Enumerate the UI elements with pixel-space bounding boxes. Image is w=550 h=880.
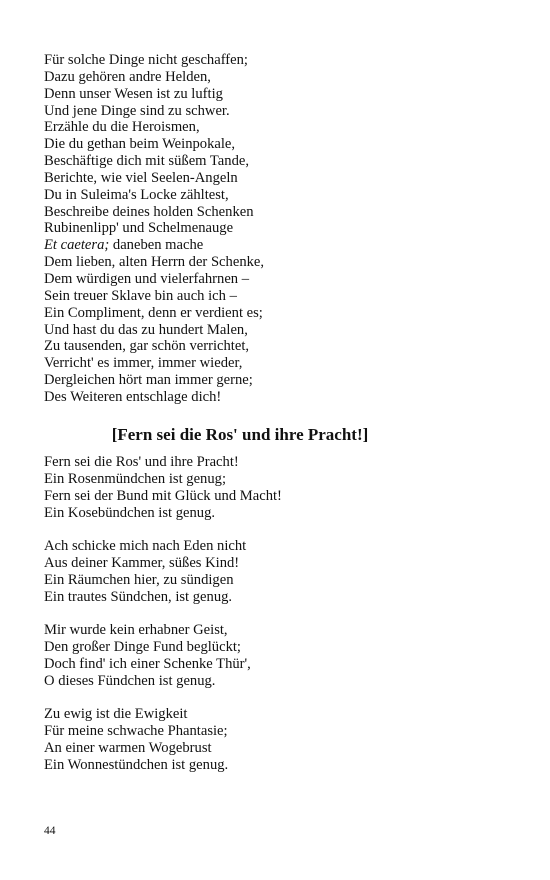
poem-line-italic: Et caetera; xyxy=(44,237,110,254)
poem-line: Sein treuer Sklave bin auch ich – xyxy=(44,287,237,304)
stanza-4 xyxy=(44,706,228,773)
poem-line: Dergleichen hört man immer gerne; xyxy=(44,372,253,389)
poem-line: Erzähle du die Heroismen, xyxy=(44,119,200,136)
poem-line: Ein Compliment, denn er verdient es; xyxy=(44,304,263,321)
poem-line: Doch find' ich einer Schenke Thür', xyxy=(44,655,251,672)
poem-line: Ein Wonnestündchen ist genug. xyxy=(44,756,229,773)
poem-line: Dazu gehören andre Helden, xyxy=(44,68,211,85)
poem-line: Aus deiner Kammer, süßes Kind! xyxy=(44,554,240,571)
poem-line-rest: daneben mache xyxy=(109,237,204,254)
poem-line: Ach schicke mich nach Eden nicht xyxy=(44,538,247,554)
poem-line: Rubinenlipp' und Schelmenauge xyxy=(44,220,234,237)
poem-line: Berichte, wie viel Seelen-Angeln xyxy=(44,169,238,186)
poem-line: Zu tausenden, gar schön verrichtet, xyxy=(44,338,250,355)
poem-line: Dem würdigen und vielerfahrnen – xyxy=(44,270,250,287)
poem-line: Verricht' es immer, immer wieder, xyxy=(44,355,243,372)
poem-line: Ein Räumchen hier, zu sündigen xyxy=(44,571,234,588)
poem-line: Zu ewig ist die Ewigkeit xyxy=(44,706,188,722)
poem-line: Die du gethan beim Weinpokale, xyxy=(44,136,236,153)
poem-title: [Fern sei die Ros' und ihre Pracht!] xyxy=(111,425,369,444)
stanza-2 xyxy=(44,538,246,605)
poem-line: Ein trautes Sündchen, ist genug. xyxy=(44,588,233,605)
poem-line: Beschäftige dich mit süßem Tande, xyxy=(44,153,249,170)
poem-line xyxy=(44,237,264,254)
poem-line: Denn unser Wesen ist zu luftig xyxy=(44,85,223,102)
poem-line: An einer warmen Wogebrust xyxy=(44,739,212,756)
poem-line: Und hast du das zu hundert Malen, xyxy=(44,321,248,338)
poem-line: O dieses Fündchen ist genug. xyxy=(44,672,216,689)
poem-line: Ein Kosebündchen ist genug. xyxy=(44,504,216,521)
poem-line: Ein Rosenmündchen ist genug; xyxy=(44,470,226,487)
poem-line: Du in Suleima's Locke zähltest, xyxy=(44,186,229,203)
poem-line: Beschreibe deines holden Schenken xyxy=(44,203,254,220)
poem-line: Für meine schwache Phantasie; xyxy=(44,722,228,739)
poem-line: Fern sei der Bund mit Glück und Macht! xyxy=(44,487,282,504)
poem-line: Mir wurde kein erhabner Geist, xyxy=(44,622,228,638)
poem-line: Für solche Dinge nicht geschaffen; xyxy=(44,52,248,68)
page-number: 44 xyxy=(44,825,56,837)
poem-line: Des Weiteren entschlage dich! xyxy=(44,388,222,405)
poem-line: Und jene Dinge sind zu schwer. xyxy=(44,102,230,119)
poem-line: Dem lieben, alten Herrn der Schenke, xyxy=(44,254,265,271)
poem-line: Den großer Dinge Fund beglückt; xyxy=(44,638,241,655)
stanza-1 xyxy=(44,454,282,521)
poem-line: Fern sei die Ros' und ihre Pracht! xyxy=(44,454,239,470)
poem-continuation xyxy=(44,52,264,406)
stanza-3 xyxy=(44,622,251,689)
